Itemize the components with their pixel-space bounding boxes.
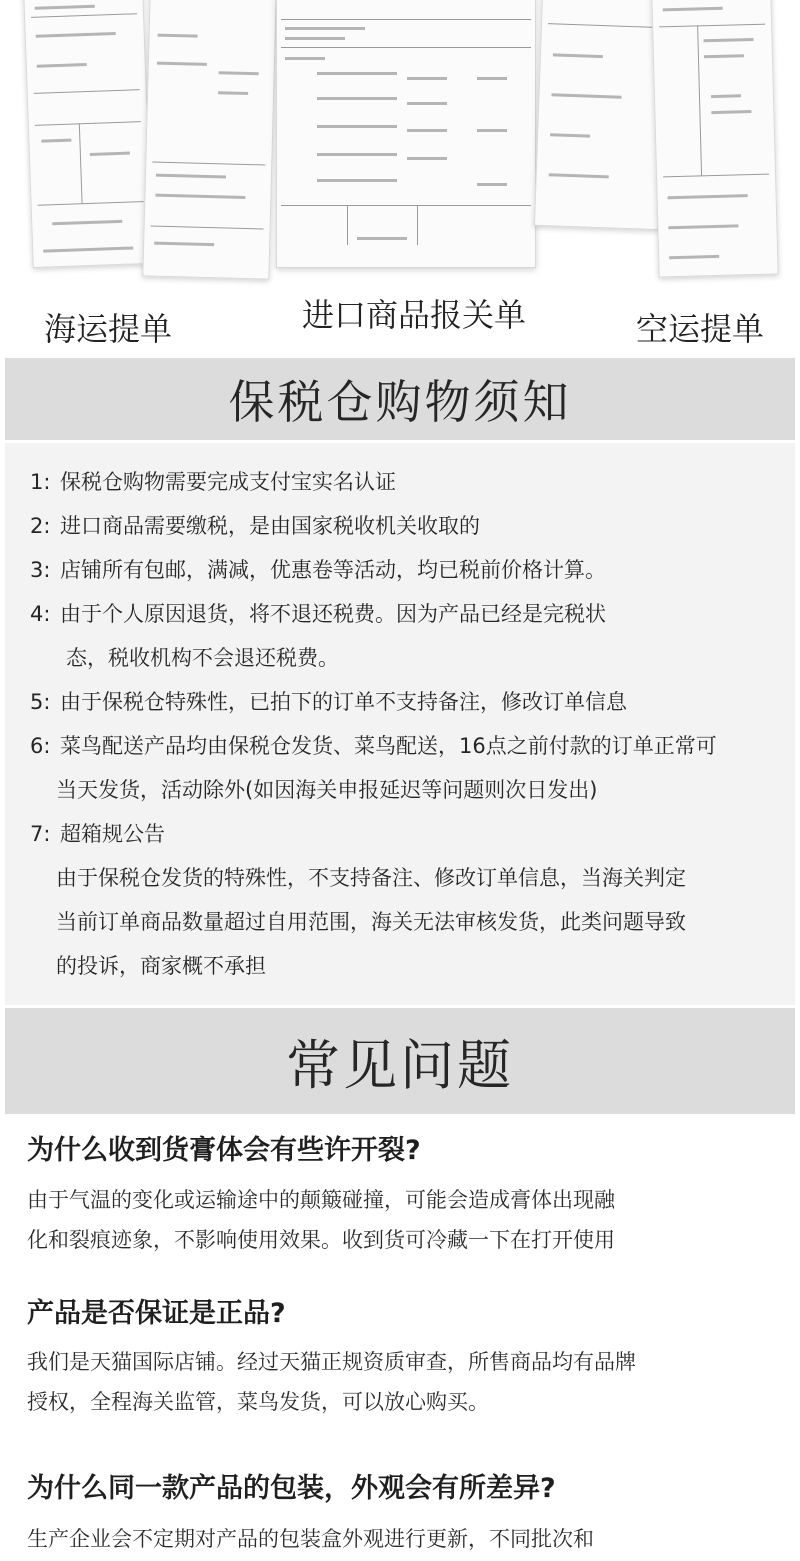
notice-item-7-line-2: 由于保税仓发货的特殊性，不支持备注、修改订单信息，当海关判定 (56, 866, 686, 890)
notice-title: 保税仓购物须知 (228, 375, 572, 429)
notice-item-text: 保税仓购物需要完成支付宝实名认证 (60, 470, 396, 494)
air-waybill-image (651, 0, 778, 278)
notice-item-number: 1: (30, 470, 51, 494)
faq-answer-3-line-1: 生产企业会不定期对产品的包装盒外观进行更新，不同批次和 (27, 1527, 594, 1551)
notice-item-7-line-4: 的投诉，商家概不承担 (56, 954, 266, 978)
faq-answer-1-line-2: 化和裂痕迹象，不影响使用效果。收到货可冷藏一下在打开使用 (27, 1228, 615, 1252)
notice-item-text: 超箱规公告 (60, 822, 165, 846)
notice-item-number: 7: (30, 822, 51, 846)
notice-item-text: 菜鸟配送产品均由保税仓发货、菜鸟配送，16点之前付款的订单正常可 (60, 734, 717, 758)
sea-bill-of-lading-image (23, 0, 152, 268)
sea-bill-caption: 海运提单 (44, 310, 173, 348)
notice-item-7-line-3: 当前订单商品数量超过自用范围，海关无法审核发货，此类问题导致 (56, 910, 686, 934)
air-waybill-caption: 空运提单 (636, 310, 765, 348)
notice-item-text: 由于保税仓特殊性，已拍下的订单不支持备注，修改订单信息 (60, 690, 627, 714)
customs-declaration-caption: 进口商品报关单 (302, 296, 527, 334)
notice-item-1 (30, 460, 396, 504)
notice-item-text: 店铺所有包邮，满减，优惠卷等活动，均已税前价格计算。 (60, 558, 606, 582)
faq-question-3: 为什么同一款产品的包装，外观会有所差异? (27, 1473, 556, 1504)
notice-banner (5, 358, 795, 440)
notice-item-number: 5: (30, 690, 51, 714)
faq-title: 常见问题 (286, 1033, 514, 1097)
notice-item-6-continuation: 当天发货，活动除外(如因海关申报延迟等问题则次日发出) (56, 778, 598, 802)
sea-bill-second-page-image (142, 0, 276, 280)
notice-item-2 (30, 504, 480, 548)
notice-item-4 (30, 592, 606, 636)
documents-strip (0, 0, 800, 355)
notice-item-number: 4: (30, 602, 51, 626)
notice-item-number: 2: (30, 514, 51, 538)
notice-item-5 (30, 680, 627, 724)
notice-item-text: 由于个人原因退货，将不退还税费。因为产品已经是完税状 (60, 602, 606, 626)
notice-item-number: 3: (30, 558, 51, 582)
notice-item-4-continuation: 态，税收机构不会退还税费。 (66, 646, 339, 670)
faq-question-2: 产品是否保证是正品? (27, 1298, 286, 1329)
faq-answer-1-line-1: 由于气温的变化或运输途中的颠簸碰撞，可能会造成膏体出现融 (27, 1188, 615, 1212)
faq-answer-2-line-1: 我们是天猫国际店铺。经过天猫正规资质审查，所售商品均有品牌 (27, 1350, 636, 1374)
faq-banner (5, 1008, 795, 1114)
notice-list (5, 443, 795, 1005)
notice-item-7 (30, 812, 165, 856)
faq-answer-2-line-2: 授权，全程海关监管，菜鸟发货，可以放心购买。 (27, 1390, 489, 1414)
notice-item-3 (30, 548, 606, 592)
customs-declaration-image (276, 0, 536, 268)
air-waybill-page-image (534, 0, 666, 230)
faq-question-1: 为什么收到货膏体会有些许开裂? (27, 1135, 421, 1166)
notice-item-6 (30, 724, 717, 768)
notice-item-text: 进口商品需要缴税，是由国家税收机关收取的 (60, 514, 480, 538)
notice-item-number: 6: (30, 734, 51, 758)
